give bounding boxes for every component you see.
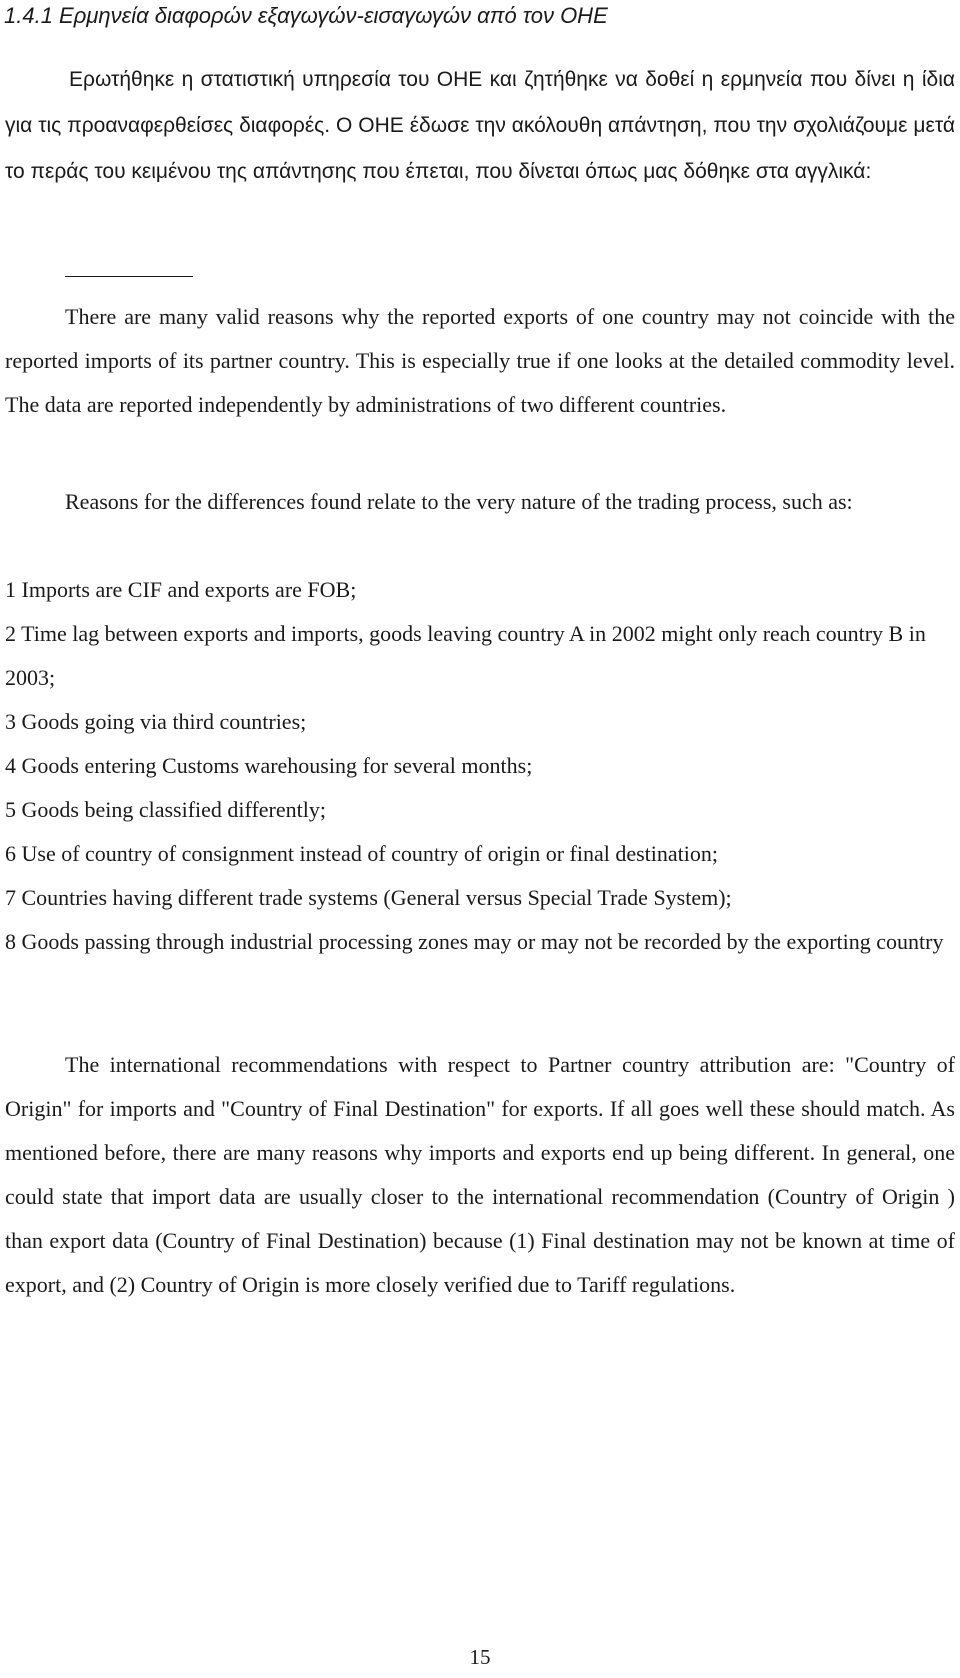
list-item: 4 Goods entering Customs warehousing for several months; (5, 753, 533, 778)
list-item: 3 Goods going via third countries; (5, 709, 307, 734)
recommendations-paragraph: The international recommendations with respect to Partner country attribution are: "Country of Origin" for imports and "Country of Final Destination" for exports. If all goes well these should match. As mentioned before, there are many reasons why imports and exports end up being different. In general, one could state that import data are usually closer to the international recommendation (Country of Origin ) than export data (Country of Final Destination) because (1) Final destination may not be known at time of export, and (2) Country of Origin is more closely verified due to Tariff regulations. (5, 1052, 955, 1297)
list-item: 2 Time lag between exports and imports, goods leaving country A in 2002 might only reach country B in 2003; (5, 621, 926, 690)
quoted-answer-paragraph: There are many valid reasons why the reported exports of one country may not coincide with the reported imports of its partner country. This is especially true if one looks at the detailed commodity level. The data are reported independently by administrations of two different countries. (5, 304, 955, 417)
section-heading: 1.4.1 Ερμηνεία διαφορών εξαγωγών-εισαγωγών από τον ΟΗΕ (4, 3, 608, 28)
list-item: 6 Use of country of consignment instead of country of origin or final destination; (5, 841, 719, 866)
list-item: 8 Goods passing through industrial processing zones may or may not be recorded by the exporting country (5, 929, 944, 954)
separator-rule (65, 276, 193, 277)
list-item: 5 Goods being classified differently; (5, 797, 326, 822)
list-item: 1 Imports are CIF and exports are FOB; (5, 577, 357, 602)
greek-intro-paragraph: Ερωτήθηκε η στατιστική υπηρεσία του ΟΗΕ και ζητήθηκε να δοθεί η ερμηνεία που δίνει η ίδια για τις προαναφερθείσες διαφορές. Ο ΟΗΕ έδωσε την ακόλουθη απάντηση, που την σχολιάζουμε μετά το περάς του κειμένου της απάντησης που έπεται, που δίνεται όπως μας δόθηκε στα αγγλικά: (5, 68, 955, 183)
page-number: 15 (469, 1645, 491, 1669)
list-item: 7 Countries having different trade systems (General versus Special Trade System); (5, 885, 732, 910)
reasons-intro-paragraph: Reasons for the differences found relate to the very nature of the trading process, such as: (65, 489, 853, 514)
reasons-list (5, 568, 955, 964)
